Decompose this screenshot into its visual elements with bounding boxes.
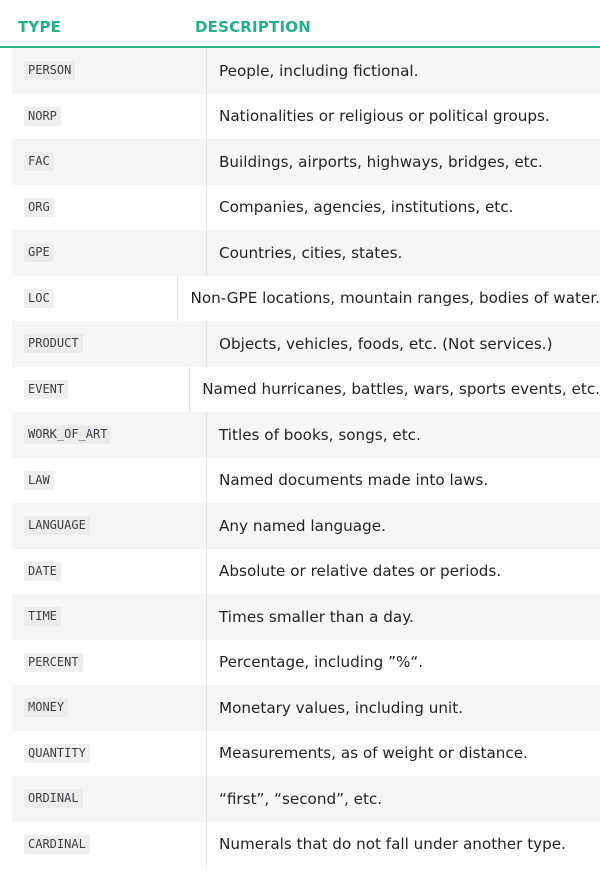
description-cell: Companies, agencies, institutions, etc. (219, 198, 514, 217)
description-cell: Named hurricanes, battles, wars, sports events, etc. (202, 380, 600, 399)
type-cell (12, 412, 207, 458)
type-cell (12, 458, 207, 504)
type-cell (12, 503, 207, 549)
type-code: LOC (24, 289, 54, 308)
type-code: LANGUAGE (24, 516, 90, 535)
type-cell (12, 48, 207, 94)
description-cell: Times smaller than a day. (219, 607, 414, 626)
type-code: GPE (24, 243, 54, 262)
type-code: TIME (24, 607, 61, 626)
description-cell: Nationalities or religious or political groups. (219, 107, 550, 126)
table-row (12, 276, 600, 322)
type-cell (12, 185, 207, 231)
column-header-description: DESCRIPTION (195, 18, 311, 36)
description-cell: Objects, vehicles, foods, etc. (Not services.) (219, 334, 553, 353)
type-cell (12, 276, 178, 322)
type-code: ORDINAL (24, 789, 83, 808)
type-cell (12, 685, 207, 731)
type-code: NORP (24, 107, 61, 126)
type-cell (12, 776, 207, 822)
table-row (12, 549, 600, 595)
description-cell: “first”, “second”, etc. (219, 789, 383, 808)
description-cell: Percentage, including ”%“. (219, 653, 424, 672)
description-cell: Non-GPE locations, mountain ranges, bodies of water. (190, 289, 600, 308)
type-cell (12, 139, 207, 185)
type-code: LAW (24, 471, 54, 490)
description-cell: Monetary values, including unit. (219, 698, 463, 717)
type-cell (12, 321, 207, 367)
type-cell (12, 640, 207, 686)
type-code: PRODUCT (24, 334, 83, 353)
type-cell (12, 230, 207, 276)
type-cell (12, 822, 207, 868)
table-row (12, 230, 600, 276)
table-row (12, 503, 600, 549)
column-header-type: TYPE (18, 18, 62, 36)
description-cell: Measurements, as of weight or distance. (219, 744, 528, 763)
table-row (12, 731, 600, 777)
table-row (12, 94, 600, 140)
type-code: ORG (24, 198, 54, 217)
description-cell: Numerals that do not fall under another type. (219, 835, 566, 854)
type-code: PERCENT (24, 653, 83, 672)
type-cell (12, 731, 207, 777)
type-code: EVENT (24, 380, 68, 399)
type-code: DATE (24, 562, 61, 581)
table-row (12, 822, 600, 868)
table-row (12, 640, 600, 686)
table-header (0, 0, 600, 48)
type-cell (12, 594, 207, 640)
type-code: MONEY (24, 698, 68, 717)
description-cell: Any named language. (219, 516, 386, 535)
table-row (12, 412, 600, 458)
type-code: QUANTITY (24, 744, 90, 763)
table-row (12, 185, 600, 231)
description-cell: People, including fictional. (219, 61, 419, 80)
type-code: CARDINAL (24, 835, 90, 854)
table-body (0, 48, 600, 867)
description-cell: Buildings, airports, highways, bridges, etc. (219, 152, 543, 171)
description-cell: Titles of books, songs, etc. (219, 425, 421, 444)
type-cell (12, 367, 190, 413)
type-cell (12, 549, 207, 595)
table-row (12, 367, 600, 413)
description-cell: Named documents made into laws. (219, 471, 489, 490)
table-row (12, 458, 600, 504)
table-row (12, 48, 600, 94)
table-row (12, 321, 600, 367)
type-code: WORK_OF_ART (24, 425, 111, 444)
type-code: PERSON (24, 61, 75, 80)
table-row (12, 776, 600, 822)
type-code: FAC (24, 152, 54, 171)
description-cell: Countries, cities, states. (219, 243, 403, 262)
type-cell (12, 94, 207, 140)
table-row (12, 139, 600, 185)
table-row (12, 685, 600, 731)
description-cell: Absolute or relative dates or periods. (219, 562, 502, 581)
table-row (12, 594, 600, 640)
